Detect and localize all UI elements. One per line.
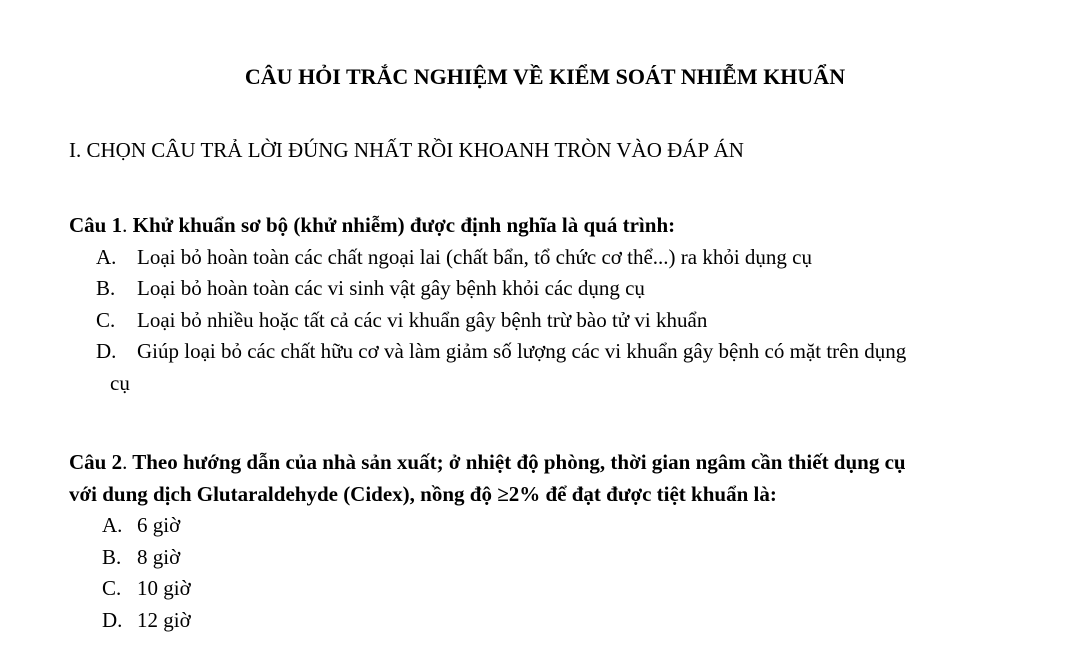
option-letter: C. xyxy=(102,576,122,600)
question-1-text: Khử khuẩn sơ bộ (khử nhiễm) được định nghĩa là quá trình: xyxy=(132,213,676,237)
option-letter: A. xyxy=(102,513,123,537)
option-letter: D. xyxy=(102,607,123,632)
question-1-option-d xyxy=(69,336,1049,368)
option-text: 8 giờ xyxy=(137,544,181,569)
question-2-options xyxy=(69,510,1049,636)
option-text: 10 giờ xyxy=(137,576,191,600)
question-2-text-line2: với dung dịch Glutaraldehyde (Cidex), nồng độ ≥2% để đạt được tiệt khuẩn là: xyxy=(69,481,777,506)
question-2-option-c xyxy=(69,573,1049,605)
question-1-option-b xyxy=(69,273,1049,305)
option-letter: B. xyxy=(96,276,116,300)
question-1-options xyxy=(69,242,1049,400)
question-1 xyxy=(69,210,1049,399)
question-2-option-d xyxy=(69,605,1049,637)
option-text-continuation: cụ xyxy=(110,370,130,395)
question-2-stem xyxy=(69,447,1049,510)
option-letter: A. xyxy=(96,244,117,269)
option-text: Loại bỏ hoàn toàn các vi sinh vật gây bệnh khỏi các dụng cụ xyxy=(137,276,645,300)
option-text: Giúp loại bỏ các chất hữu cơ và làm giảm số lượng các vi khuẩn gây bệnh có mặt trên dụng xyxy=(137,339,907,363)
option-letter: B. xyxy=(102,544,122,569)
option-text: 6 giờ xyxy=(137,513,181,537)
question-2-option-a xyxy=(69,510,1049,542)
question-2-text-line1: Theo hướng dẫn của nhà sản xuất; ở nhiệt độ phòng, thời gian ngâm cần thiết dụng cụ xyxy=(132,450,906,474)
option-text: Loại bỏ hoàn toàn các chất ngoại lai (chất bẩn, tổ chức cơ thể...) ra khỏi dụng cụ xyxy=(137,244,812,269)
question-1-option-a xyxy=(69,242,1049,274)
document-title: CÂU HỎI TRẮC NGHIỆM VỀ KIỂM SOÁT NHIỄM KHUẨN xyxy=(244,64,846,89)
option-letter: C. xyxy=(96,307,116,332)
option-text: 12 giờ xyxy=(137,607,191,632)
question-number-separator: . xyxy=(122,450,128,474)
question-number-separator: . xyxy=(122,213,128,237)
option-text: Loại bỏ nhiều hoặc tất cả các vi khuẩn gây bệnh trừ bào tử vi khuẩn xyxy=(137,307,708,332)
question-1-option-c xyxy=(69,305,1049,337)
question-2 xyxy=(69,447,1049,636)
question-1-number: Câu 1 xyxy=(69,213,123,237)
question-2-option-b xyxy=(69,542,1049,574)
question-1-option-d-continuation xyxy=(69,368,1049,400)
question-1-stem xyxy=(69,210,1049,242)
question-2-number: Câu 2 xyxy=(69,450,123,474)
section-heading: I. CHỌN CÂU TRẢ LỜI ĐÚNG NHẤT RỒI KHOANH TRÒN VÀO ĐÁP ÁN xyxy=(69,138,744,162)
option-letter: D. xyxy=(96,339,117,363)
